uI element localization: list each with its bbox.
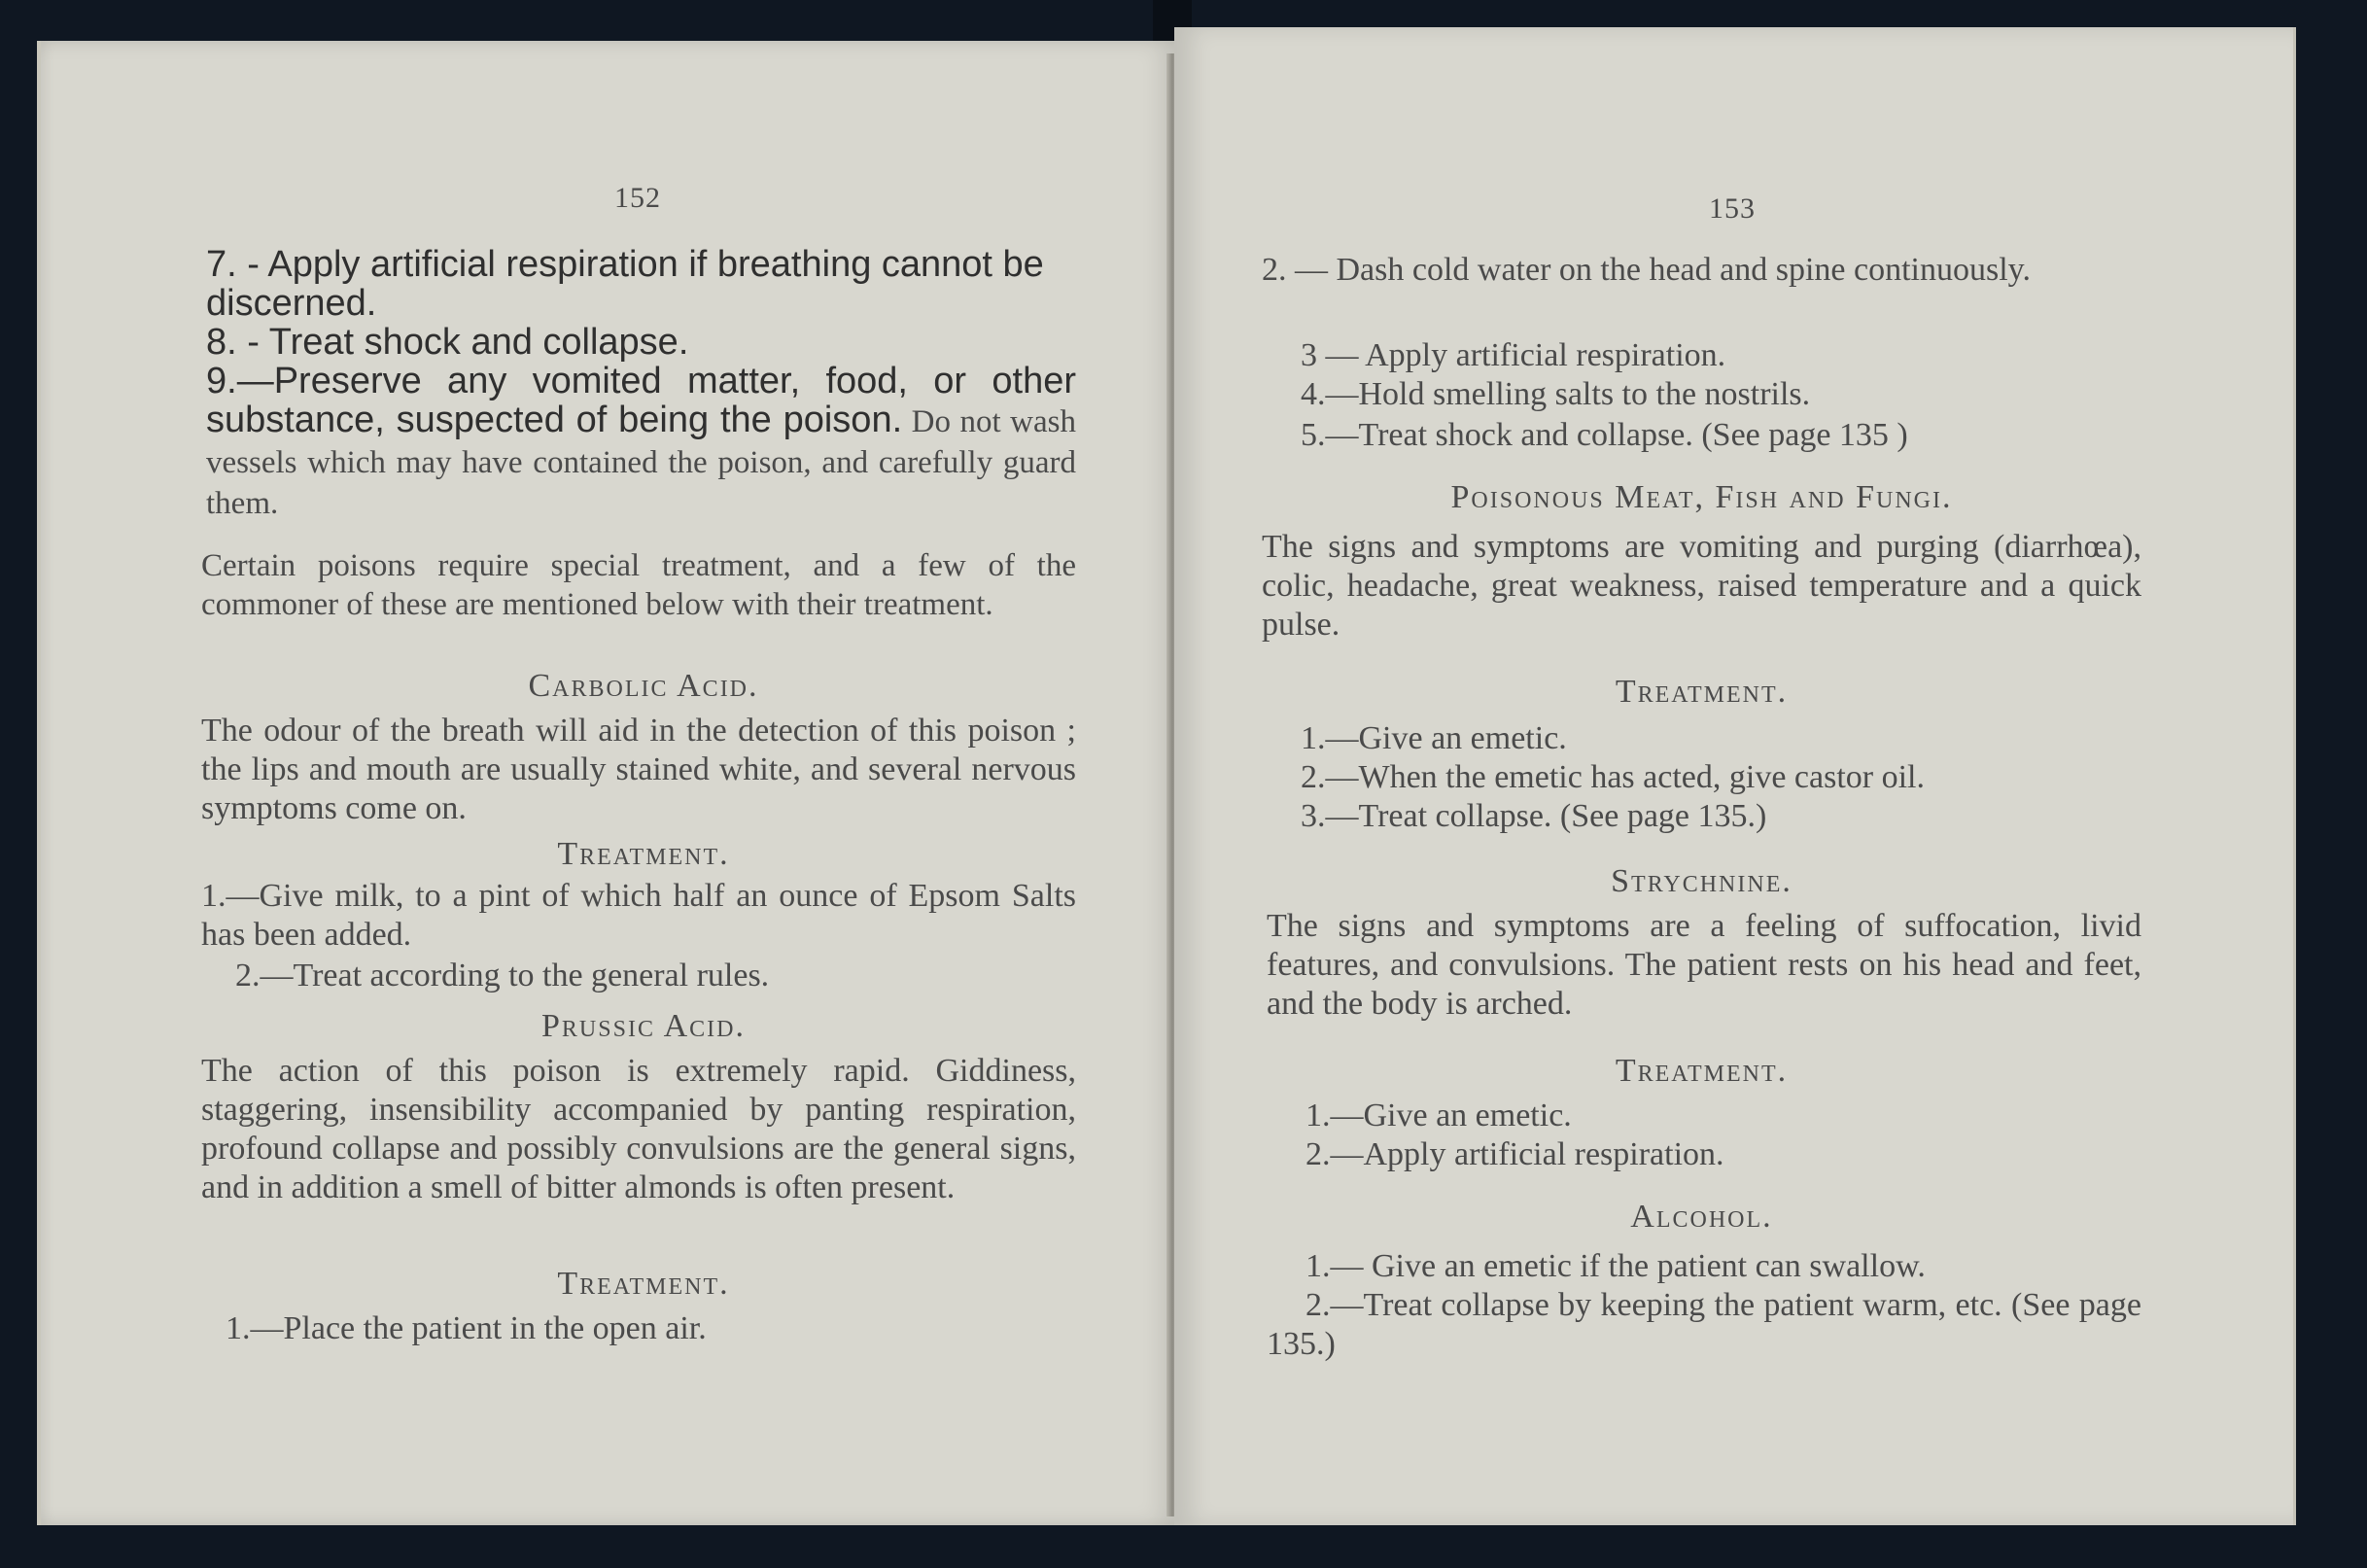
heading-treatment: Treatment.: [1615, 1053, 1789, 1089]
heading-prussic-acid: Prussic Acid.: [541, 1008, 746, 1044]
left-page: [37, 41, 1179, 1525]
strychnine-description: The signs and symptoms are a feeling of suffocation, livid features, and convulsions. The patient rests on his head and feet, and the body is arched.: [1267, 908, 2141, 1022]
prussic-description: The action of this poison is extremely rapid. Giddiness, staggering, insensibility accompanied by panting respiration, profound collapse and possibly convulsions are the general signs, and in addition a smell of bitter almonds is often present.: [201, 1053, 1076, 1205]
alcohol-treatment-1: 1.— Give an emetic if the patient can swallow.: [1305, 1248, 1926, 1284]
rule-9-tail: Do not wash vessels which may have contained the poison, and carefully guard them.: [206, 404, 1076, 521]
strychnine-treatment-1: 1.—Give an emetic.: [1305, 1098, 1572, 1133]
rule-9: [206, 362, 1076, 523]
continued-item-5: 5.—Treat shock and collapse. (See page 135 ): [1301, 417, 1908, 453]
rule-9-main: 9.—Preserve any vomited matter, food, or other substance, suspected of being the poison.: [206, 361, 1076, 440]
continued-item-4: 4.—Hold smelling salts to the nostrils.: [1301, 376, 1811, 412]
continued-item-2: 2. — Dash cold water on the head and spine continuously.: [1262, 252, 2031, 288]
heading-carbolic-acid: Carbolic Acid.: [528, 668, 759, 704]
heading-strychnine: Strychnine.: [1611, 863, 1793, 899]
heading-treatment: Treatment.: [557, 836, 730, 872]
poisonous-meat-description: The signs and symptoms are vomiting and purging (diarrhœa), colic, headache, great weakness, raised temperature and a quick pulse.: [1262, 529, 2141, 643]
meat-treatment-1: 1.—Give an emetic.: [1301, 720, 1567, 756]
heading-treatment: Treatment.: [557, 1266, 730, 1302]
intro-paragraph: Certain poisons require special treatment, and a few of the commoner of these are mentioned below with their treatment.: [201, 548, 1076, 622]
meat-treatment-2: 2.—When the emetic has acted, give castor oil.: [1301, 759, 1925, 795]
rule-8: 8. - Treat shock and collapse.: [206, 322, 689, 363]
page-number: 153: [1709, 192, 1756, 225]
heading-poisonous-meat: Poisonous Meat, Fish and Fungi.: [1450, 479, 1953, 515]
right-page: [1174, 27, 2296, 1525]
heading-alcohol: Alcohol.: [1630, 1199, 1773, 1235]
rule-7: 7. - Apply artificial respiration if breathing cannot be discerned.: [206, 244, 1044, 324]
prussic-treatment-1: 1.—Place the patient in the open air.: [226, 1310, 707, 1346]
meat-treatment-3: 3.—Treat collapse. (See page 135.): [1301, 798, 1767, 834]
page-number: 152: [614, 182, 661, 214]
heading-treatment: Treatment.: [1615, 674, 1789, 710]
continued-item-3: 3 — Apply artificial respiration.: [1301, 337, 1726, 373]
alcohol-treatment-2: 2.—Treat collapse by keeping the patient warm, etc. (See page 135.): [1267, 1287, 2141, 1362]
carbolic-treatment-1: 1.—Give milk, to a pint of which half an ounce of Epsom Salts has been added.: [201, 878, 1076, 953]
carbolic-treatment-2: 2.—Treat according to the general rules.: [235, 958, 770, 993]
strychnine-treatment-2: 2.—Apply artificial respiration.: [1305, 1136, 1724, 1172]
carbolic-description: The odour of the breath will aid in the detection of this poison ; the lips and mouth are usually stained white, and several nervous symptoms come on.: [201, 713, 1076, 826]
